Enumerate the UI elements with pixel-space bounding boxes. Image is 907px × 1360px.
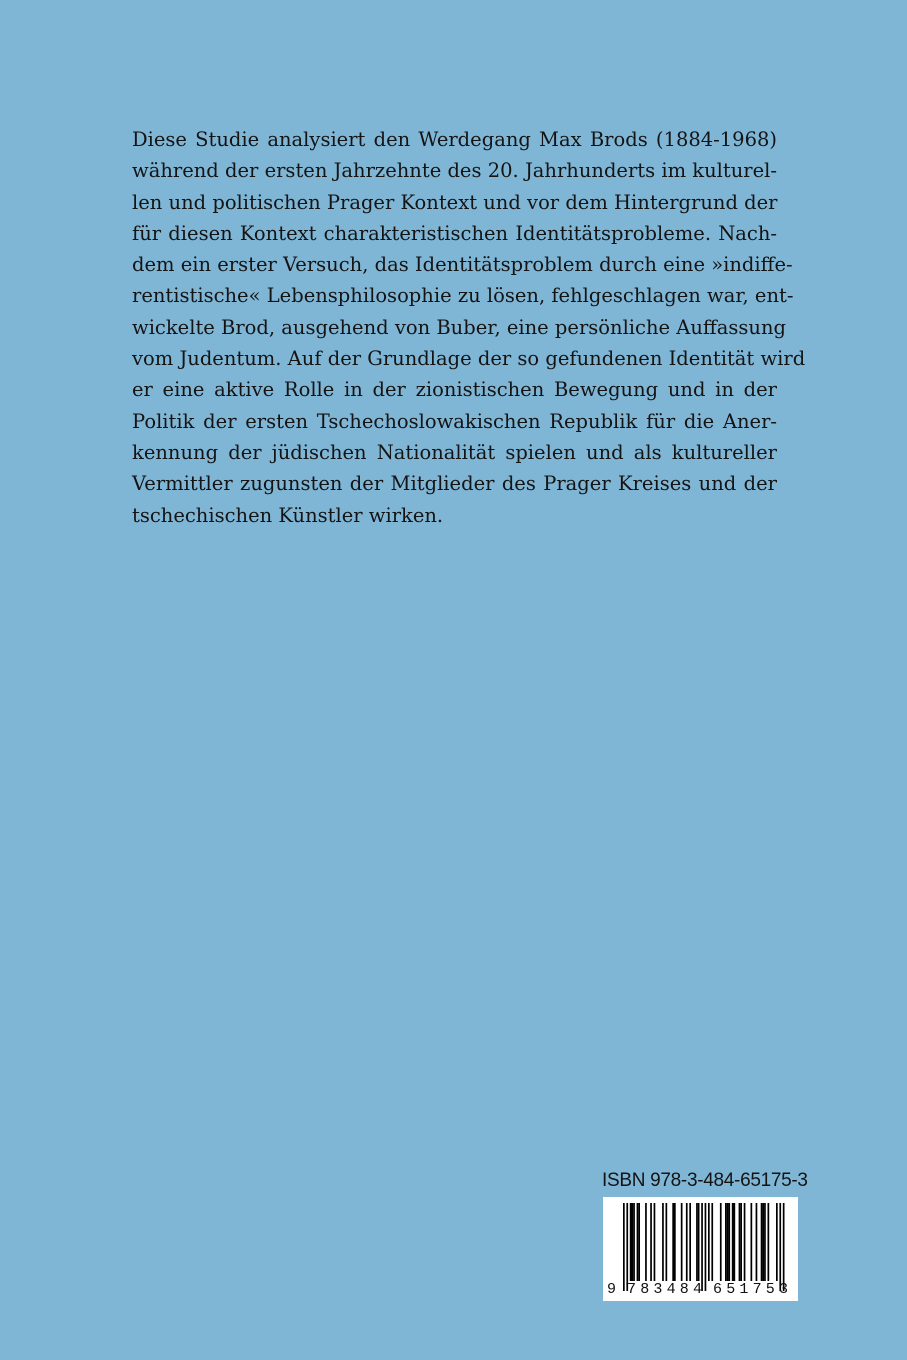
barcode-bar <box>744 1203 746 1281</box>
blurb-line: für diesen Kontext charakteristischen Identitätsprobleme. Nach- <box>132 221 777 245</box>
blurb-line: während der ersten Jahrzehnte des 20. Jahrhunderts im kulturel- <box>132 159 777 183</box>
barcode-bar <box>674 1203 676 1281</box>
barcode-bar <box>734 1203 736 1281</box>
barcode-bar <box>761 1203 763 1281</box>
barcode-bar <box>672 1203 674 1281</box>
barcode-bar <box>756 1203 758 1281</box>
blurb-line: vom Judentum. Auf der Grundlage der so gefundenen Identität wird <box>132 347 806 371</box>
barcode-bar <box>776 1203 778 1281</box>
barcode-bar <box>645 1203 647 1281</box>
blurb-line: Vermittler zugunsten der Mitglieder des Prager Kreises und der <box>132 472 777 496</box>
barcode-right-digits: 651753 <box>713 1281 793 1298</box>
barcode-bar <box>727 1203 729 1281</box>
barcode-bar <box>751 1203 753 1281</box>
barcode-bar <box>696 1203 698 1281</box>
barcode-bar <box>739 1203 741 1281</box>
barcode-bar <box>626 1203 628 1291</box>
barcode-bar <box>708 1203 710 1281</box>
blurb-line: rentistische« Lebensphilosophie zu lösen, fehlgeschlagen war, ent- <box>132 284 794 308</box>
barcode-bar <box>689 1203 691 1281</box>
blurb-line: wickelte Brod, ausgehend von Buber, eine persönliche Auffassung <box>132 315 786 339</box>
barcode-bar <box>654 1203 656 1281</box>
barcode-bar <box>650 1203 652 1281</box>
barcode-bar <box>728 1203 730 1281</box>
blurb-line: dem ein erster Versuch, das Identitätsproblem durch eine »indiffe- <box>132 253 793 277</box>
blurb-line: Politik der ersten Tschechoslowakischen Republik für die Aner- <box>132 409 777 433</box>
blurb-line: Diese Studie analysiert den Werdegang Max Brods (1884-1968) <box>132 128 777 151</box>
barcode-bar <box>638 1203 640 1281</box>
barcode-left-digits: 783484 <box>627 1281 707 1298</box>
barcode-bar <box>711 1203 713 1281</box>
barcode-bar <box>666 1203 668 1281</box>
blurb-line: len und politischen Prager Kontext und vor dem Hintergrund der <box>132 190 778 214</box>
barcode-bar <box>698 1203 700 1281</box>
barcode-bar <box>783 1203 785 1291</box>
barcode-bar <box>725 1203 727 1281</box>
barcode-lead-digit: 9 <box>607 1281 617 1298</box>
barcode <box>603 1197 798 1301</box>
barcode-bar <box>632 1203 634 1281</box>
blurb-line: tschechischen Künstler wirken. <box>132 503 444 527</box>
barcode-bar <box>764 1203 766 1281</box>
barcode-bar <box>705 1203 707 1291</box>
barcode-bar <box>768 1203 770 1281</box>
barcode-bar <box>630 1203 632 1281</box>
barcode-bar <box>720 1203 722 1281</box>
barcode-digits <box>603 1281 798 1299</box>
barcode-bar <box>637 1203 639 1281</box>
barcode-bar <box>732 1203 734 1281</box>
blurb-line: er eine aktive Rolle in der zionistischen Bewegung und in der <box>132 378 777 402</box>
barcode-bar <box>633 1203 635 1281</box>
barcode-bar <box>779 1203 781 1291</box>
barcode-bar <box>701 1203 703 1291</box>
barcode-bar <box>686 1203 688 1281</box>
blurb-line: kennung der jüdischen Nationalität spielen und als kultureller <box>132 440 777 464</box>
barcode-bar <box>623 1203 625 1291</box>
isbn-label: ISBN 978-3-484-65175-3 <box>602 1170 808 1191</box>
barcode-bar <box>681 1203 683 1281</box>
blurb-text <box>132 124 806 531</box>
barcode-bar <box>662 1203 664 1281</box>
barcode-bar <box>740 1203 742 1281</box>
barcode-bar <box>762 1203 764 1281</box>
